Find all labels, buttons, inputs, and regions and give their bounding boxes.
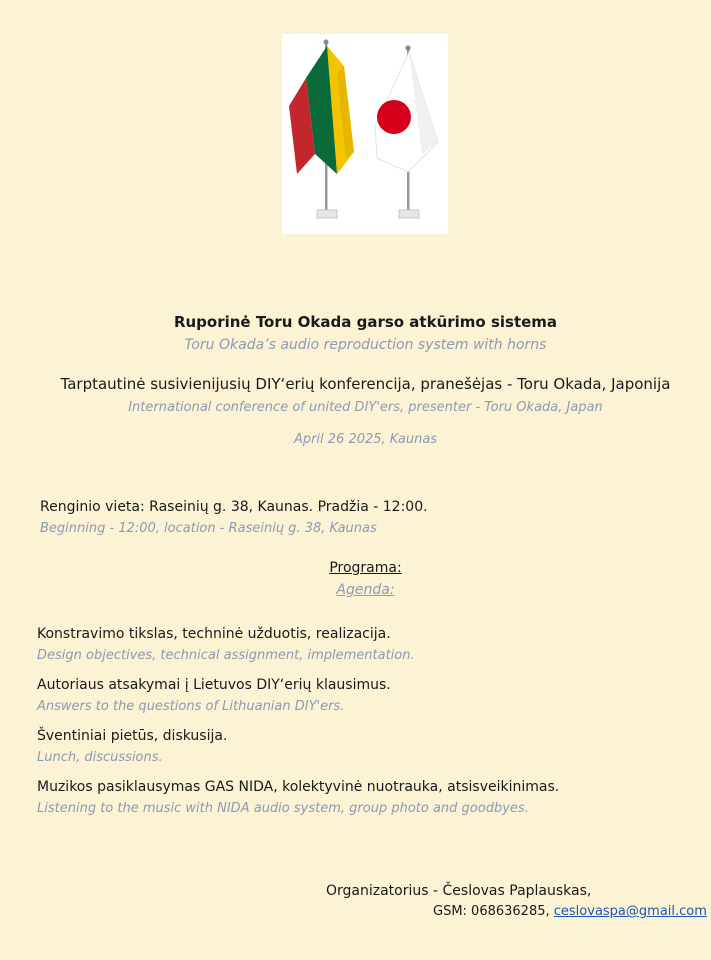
agenda-item-en: Listening to the music with NIDA audio system, group photo and goodbyes. bbox=[37, 801, 529, 816]
event-date: April 26 2025, Kaunas bbox=[293, 432, 438, 447]
agenda-item: Autoriaus atsakymai į Lietuvos DIY‘erių klausimus. bbox=[37, 677, 391, 693]
event-subtitle-en: Toru Okada’s audio reproduction system with horns bbox=[184, 337, 547, 353]
conference-description-en: International conference of united DIY'ers, presenter - Toru Okada, Japan bbox=[128, 400, 603, 415]
flags-image bbox=[282, 34, 448, 234]
agenda-heading-en: Agenda: bbox=[336, 582, 395, 598]
agenda-item: Muzikos pasiklausymas GAS NIDA, kolektyvinė nuotrauka, atsisveikinimas. bbox=[37, 779, 560, 795]
flags-illustration bbox=[282, 34, 448, 234]
agenda-item-en: Answers to the questions of Lithuanian DIY'ers. bbox=[37, 699, 345, 714]
lithuania-flag-icon bbox=[289, 39, 354, 218]
organizer: Organizatorius - Česlovas Paplauskas, bbox=[326, 883, 592, 899]
program-heading: Programa: bbox=[329, 560, 402, 576]
venue-info: Renginio vieta: Raseinių g. 38, Kaunas. Pradžia - 12:00. bbox=[40, 499, 428, 515]
email-link[interactable]: ceslovaspa@gmail.com bbox=[553, 904, 707, 919]
event-title: Ruporinė Toru Okada garso atkūrimo sistema bbox=[173, 313, 558, 331]
agenda-item: Konstravimo tikslas, techninė užduotis, realizacija. bbox=[37, 626, 391, 642]
conference-description: Tarptautinė susivienijusių DIY‘erių konferencija, pranešėjas - Toru Okada, Japonija bbox=[60, 375, 671, 393]
japan-flag-icon bbox=[375, 45, 438, 218]
agenda-item: Šventiniai pietūs, diskusija. bbox=[37, 728, 228, 744]
venue-info-en: Beginning - 12:00, location - Raseinių g. 38, Kaunas bbox=[40, 521, 377, 536]
agenda-item-en: Lunch, discussions. bbox=[37, 750, 163, 765]
phone-number: GSM: 068636285, bbox=[433, 904, 554, 919]
contact-line bbox=[433, 904, 707, 919]
agenda-item-en: Design objectives, technical assignment, implementation. bbox=[37, 648, 415, 663]
